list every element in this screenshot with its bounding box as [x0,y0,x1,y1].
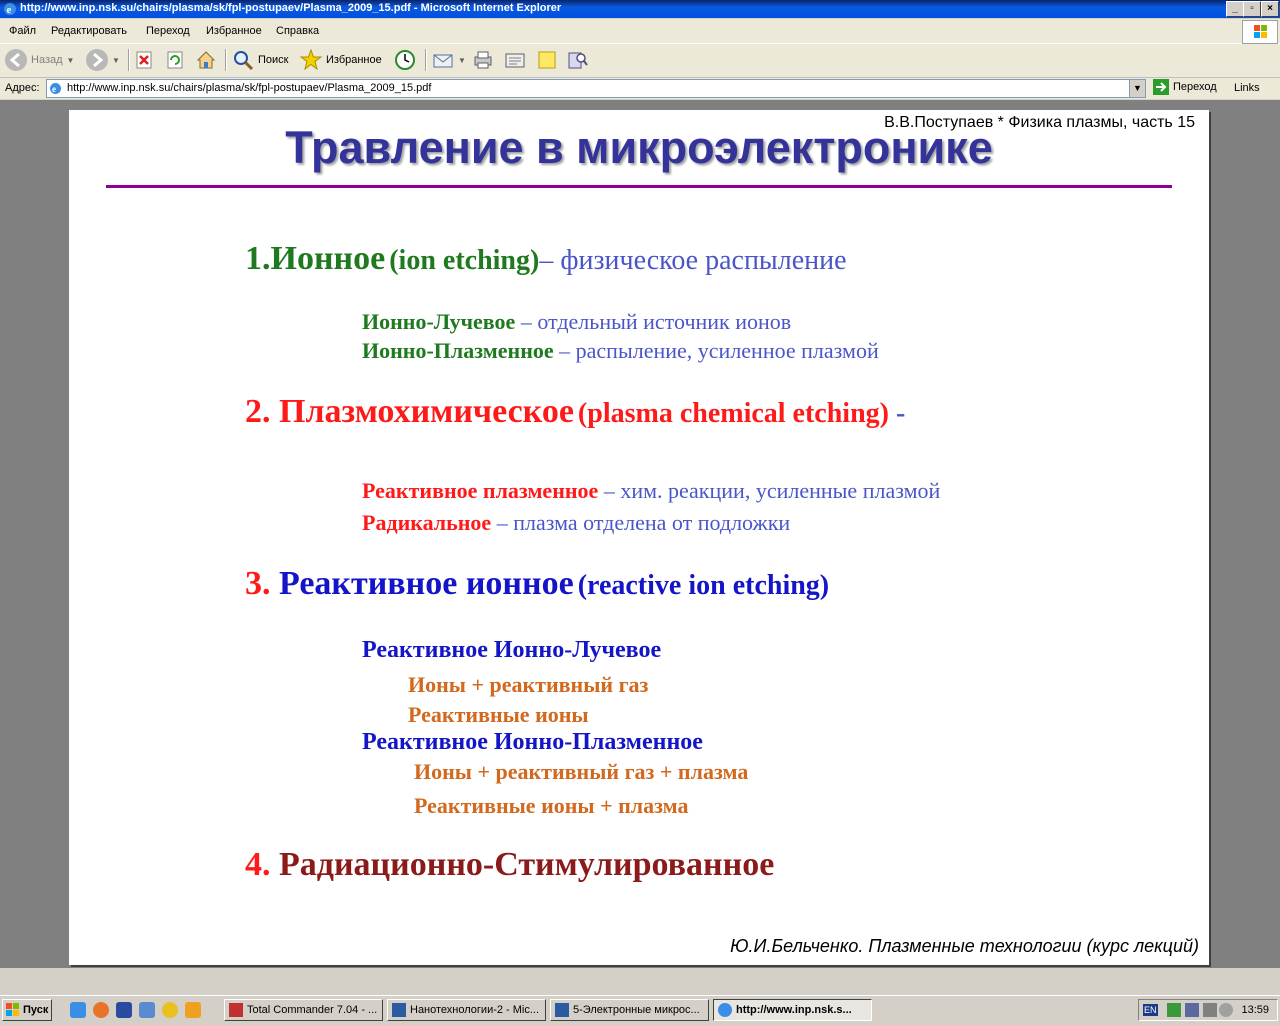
home-button[interactable] [195,48,217,72]
section-3a: Реактивное Ионно-Лучевое [362,637,662,663]
refresh-button[interactable] [165,48,185,72]
task-label: Нанотехнологии-2 - Mic... [410,1004,540,1016]
edit-icon [504,49,526,71]
edit-button[interactable] [504,48,526,72]
history-button[interactable] [394,48,416,72]
window-title: http://www.inp.nsk.su/chairs/plasma/sk/fpl-postupaev/Plasma_2009_15.pdf - Microsoft Internet Explorer [20,2,562,14]
mail-icon [432,49,454,71]
star-icon [300,49,322,71]
menu-favorites[interactable]: Избранное [206,25,262,37]
section-1-english: (ion etching) [389,245,540,276]
section-4 [245,846,774,884]
pdf-viewer[interactable] [0,100,1280,968]
slide-title: Травление в микроэлектронике [285,122,993,173]
header-note: В.В.Поступаев * Физика плазмы, часть 15 [884,114,1195,131]
toolbar-separator [225,49,227,71]
back-button[interactable] [5,48,74,72]
search-icon [232,49,254,71]
section-2-heading: Плазмохимическое [279,393,574,430]
stop-icon [134,50,154,70]
internet-explorer-icon [3,2,17,16]
section-2a-description: – хим. реакции, усиленные плазмой [598,478,941,503]
address-dropdown-icon[interactable]: ▼ [1129,80,1145,97]
quicklaunch-media-icon[interactable] [162,1002,178,1018]
section-2b [362,510,790,536]
favorites-button[interactable] [300,48,382,72]
word-icon [555,1003,569,1017]
links-button[interactable]: Links [1234,82,1260,94]
system-tray [1138,999,1278,1021]
section-4-heading: Радиационно-Стимулированное [279,846,775,883]
task-label: http://www.inp.nsk.s... [736,1004,852,1016]
section-3 [245,565,829,603]
section-3a-item-2: Реактивные ионы [408,702,589,727]
section-1a [362,309,791,335]
mail-button[interactable] [432,48,466,72]
menu-edit[interactable]: Редактировать [51,25,127,37]
section-2b-name: Радикальное [362,510,492,535]
windows-logo-icon [1242,20,1278,44]
maximize-button[interactable]: ▫ [1243,1,1261,17]
menu-bar [0,19,1280,44]
mail-dropdown-icon[interactable]: ▼ [458,55,466,65]
section-2a [362,478,940,504]
section-1a-description: – отдельный источник ионов [515,309,792,334]
section-1-heading: 1.Ионное [245,240,386,277]
favorites-label: Избранное [326,54,382,66]
section-2-english: (plasma chemical etching) [577,398,889,429]
back-arrow-icon [5,49,27,71]
tray-display-icon[interactable] [1185,1003,1199,1017]
taskbar [0,995,1280,1025]
quicklaunch-firefox-icon[interactable] [93,1002,109,1018]
section-2 [245,393,905,431]
start-label: Пуск [23,1004,49,1016]
address-label: Адрес: [5,82,40,94]
printer-icon [472,49,494,71]
menu-help[interactable]: Справка [276,25,320,37]
section-3b: Реактивное Ионно-Плазменное [362,729,703,755]
section-3a-item-1: Ионы + реактивный газ [408,672,649,697]
language-indicator[interactable]: EN [1144,1005,1157,1015]
menu-file[interactable]: Файл [9,25,37,37]
section-1b-name: Ионно-Плазменное [362,338,554,363]
tray-update-icon[interactable] [1219,1003,1233,1017]
print-button[interactable] [472,48,494,72]
forward-dropdown-icon[interactable]: ▼ [112,55,120,65]
total-commander-icon [229,1003,243,1017]
section-1 [245,240,847,278]
task-label: 5-Электронные микрос... [573,1004,700,1016]
section-2-dash: - [888,398,906,429]
task-label: Total Commander 7.04 - ... [247,1004,378,1016]
go-label: Переход [1173,81,1217,93]
toolbar-separator [425,49,427,71]
tray-volume-icon[interactable] [1203,1003,1217,1017]
page-icon [49,82,62,95]
clock[interactable]: 13:59 [1241,1004,1269,1016]
task-word-1[interactable] [387,999,546,1021]
section-3b-item-2: Реактивные ионы + плазма [414,793,689,818]
stop-button[interactable] [134,48,154,72]
address-url: http://www.inp.nsk.su/chairs/plasma/sk/fpl-postupaev/Plasma_2009_15.pdf [67,82,432,94]
menu-go[interactable]: Переход [146,25,190,37]
back-dropdown-icon[interactable]: ▼ [66,55,75,65]
go-arrow-icon [1153,79,1169,95]
address-input[interactable] [46,79,1146,98]
research-icon [566,49,588,71]
svg-text:e: e [6,4,12,16]
section-1a-name: Ионно-Лучевое [362,309,516,334]
section-1-description: – физическое распыление [539,245,847,276]
windows-flag-icon [6,1003,20,1017]
svg-text:e: e [52,84,56,94]
footer-note: Ю.И.Бельченко. Плазменные технологии (курс лекций) [730,936,1199,956]
section-1b-description: – распыление, усиленное плазмой [553,338,879,363]
section-3-english: (reactive ion etching) [577,570,830,601]
notes-button[interactable] [536,48,558,72]
task-internet-explorer[interactable] [713,999,872,1021]
window-title-bar[interactable] [0,0,1280,18]
title-divider [106,185,1172,188]
research-button[interactable] [566,48,588,72]
task-word-2[interactable] [550,999,709,1021]
start-button[interactable] [2,999,52,1021]
pdf-page [69,110,1209,965]
minimize-button[interactable]: _ [1226,1,1244,17]
refresh-icon [165,50,185,70]
address-bar [0,78,1280,99]
task-total-commander[interactable] [224,999,383,1021]
quicklaunch-clock-icon[interactable] [185,1002,201,1018]
go-button[interactable] [1153,79,1217,95]
word-icon [392,1003,406,1017]
quicklaunch-ie-icon[interactable] [70,1002,86,1018]
section-1b [362,338,879,364]
search-button[interactable] [232,48,288,72]
quicklaunch-save-icon[interactable] [116,1002,132,1018]
quicklaunch-network-icon[interactable] [139,1002,155,1018]
home-icon [195,49,217,71]
back-label: Назад [31,54,63,66]
section-2b-description: – плазма отделена от подложки [491,510,791,535]
forward-arrow-icon [86,49,108,71]
section-2a-name: Реактивное плазменное [362,478,599,503]
section-2-number: 2. [245,393,279,430]
sticky-note-icon [536,49,558,71]
section-3b-item-1: Ионы + реактивный газ + плазма [414,759,749,784]
history-icon [394,49,416,71]
section-4-number: 4. [245,846,279,883]
toolbar-separator [128,49,130,71]
section-3-number: 3. [245,565,279,602]
close-button[interactable]: × [1261,1,1279,17]
tray-network-icon[interactable] [1167,1003,1181,1017]
internet-explorer-icon [718,1003,732,1017]
section-3-heading: Реактивное ионное [279,565,574,602]
search-label: Поиск [258,54,289,66]
toolbar [0,44,1280,78]
forward-button[interactable] [86,48,120,72]
